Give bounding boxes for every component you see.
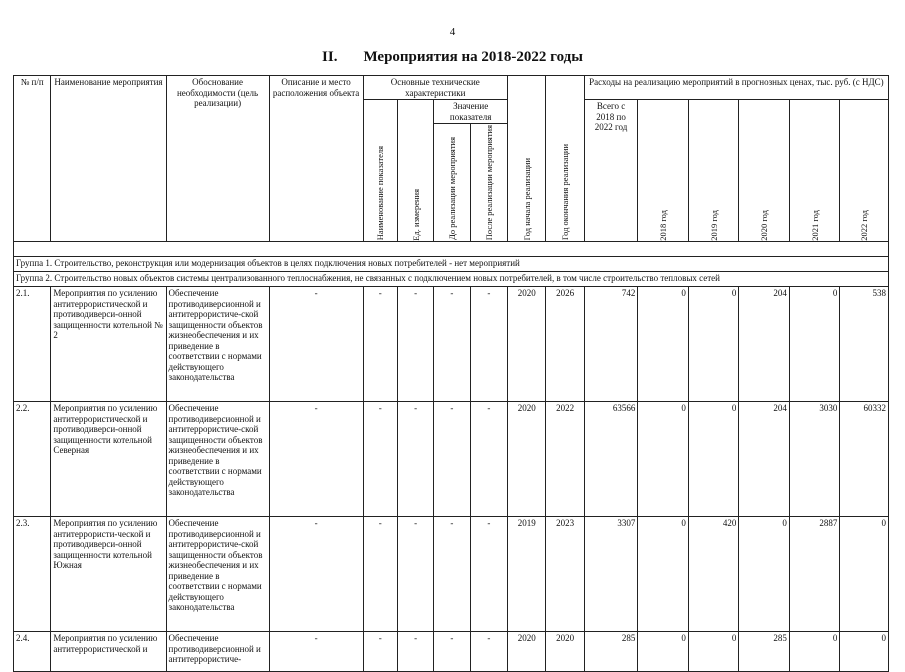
row-start: 2020: [508, 632, 546, 672]
row-num: 2.4.: [14, 632, 51, 672]
row-total: 285: [584, 632, 638, 672]
table-row: [14, 402, 889, 517]
header-tech: Основные технические характеристики: [363, 76, 507, 100]
header-expenses: Расходы на реализацию мероприятий в прогнозных ценах, тыс. руб. (с НДС): [584, 76, 888, 100]
row-after: -: [470, 402, 507, 517]
row-2020: 204: [739, 287, 790, 402]
row-indicator: -: [363, 632, 397, 672]
header-indicator: Наименование показателя: [375, 146, 386, 241]
row-2021: 0: [789, 287, 840, 402]
row-indicator: -: [363, 402, 397, 517]
header-justification: Обоснование необходимости (цель реализации): [166, 76, 269, 242]
header-2022-cell: [840, 100, 889, 242]
header-2021-cell: [789, 100, 840, 242]
row-2021: 2887: [789, 517, 840, 632]
row-end: 2020: [546, 632, 584, 672]
header-year-start-cell: [508, 76, 546, 242]
header-year-start: Год начала реализации: [521, 157, 532, 241]
group-2: Группа 2. Строительство новых объектов системы централизованного теплоснабжения, не связанных с подключением новых потребителей, в том числе строительство тепловых сетей: [14, 272, 889, 287]
header-value: Значение показателя: [434, 100, 508, 124]
header-after-cell: [470, 124, 507, 242]
row-total: 742: [584, 287, 638, 402]
row-indicator: -: [363, 287, 397, 402]
group-1: Группа 1. Строительство, реконструкция или модернизация объектов в целях подключения новых потребителей - нет мероприятий: [14, 257, 889, 272]
row-after: -: [470, 287, 507, 402]
row-num: 2.2.: [14, 402, 51, 517]
table-row: [14, 287, 889, 402]
row-start: 2020: [508, 402, 546, 517]
row-description: -: [269, 402, 363, 517]
row-before: -: [434, 517, 470, 632]
row-after: -: [470, 632, 507, 672]
header-2022: 2022 год: [859, 209, 870, 241]
row-2018: 0: [638, 402, 689, 517]
header-unit-cell: [397, 100, 433, 242]
page-title: [0, 49, 905, 66]
row-unit: -: [397, 402, 433, 517]
row-indicator: -: [363, 517, 397, 632]
header-description: Описание и место расположения объекта: [269, 76, 363, 242]
row-justification: Обеспечение противодиверсионной и антитеррористиче-ской защищенности объектов жизнеобеспечения и их приведение в соответствии с нормами действующего законодательства: [166, 517, 269, 632]
header-2019-cell: [688, 100, 739, 242]
row-num: 2.3.: [14, 517, 51, 632]
row-description: -: [269, 287, 363, 402]
section-number: II.: [322, 49, 338, 65]
row-num: 2.1.: [14, 287, 51, 402]
header-before: До реализации мероприятия: [446, 137, 457, 241]
row-2019: 420: [688, 517, 739, 632]
page-number: 4: [449, 26, 456, 38]
row-2022: 538: [840, 287, 889, 402]
header-name: Наименование мероприятия: [51, 76, 166, 242]
table-row: [14, 517, 889, 632]
row-end: 2022: [546, 402, 584, 517]
row-2019: 0: [688, 287, 739, 402]
row-2022: 60332: [840, 402, 889, 517]
table-row: [14, 632, 889, 672]
row-before: -: [434, 402, 470, 517]
header-2018-cell: [638, 100, 689, 242]
measures-table: [13, 75, 889, 672]
row-2018: 0: [638, 287, 689, 402]
row-description: -: [269, 517, 363, 632]
row-total: 63566: [584, 402, 638, 517]
row-2018: 0: [638, 632, 689, 672]
section-title: Мероприятия на 2018-2022 годы: [363, 49, 583, 65]
header-total: Всего с 2018 по 2022 год: [584, 100, 638, 242]
row-end: 2023: [546, 517, 584, 632]
row-2018: 0: [638, 517, 689, 632]
row-2019: 0: [688, 632, 739, 672]
row-name: Мероприятия по усилению антитеррористической и противодиверси-онной защищенности котельной № 2: [51, 287, 166, 402]
row-before: -: [434, 287, 470, 402]
header-year-end: Год окончания реализации: [560, 144, 571, 241]
row-2022: 0: [840, 632, 889, 672]
row-justification: Обеспечение противодиверсионной и антитеррористиче-ской защищенности объектов жизнеобеспечения и их приведение в соответствии с нормами действующего законодательства: [166, 287, 269, 402]
header-unit: Ед. измерения: [410, 188, 421, 241]
row-name: Мероприятия по усилению антитеррористи-ческой и противодиверси-онной защищенности котельной Южная: [51, 517, 166, 632]
row-justification: Обеспечение противодиверсионной и антитеррористиче-ской защищенности объектов жизнеобеспечения и их приведение в соответствии с нормами действующего законодательства: [166, 402, 269, 517]
row-name: Мероприятия по усилению антитеррористической и противодиверси-онной защищенности котельной Северная: [51, 402, 166, 517]
row-unit: -: [397, 517, 433, 632]
row-2020: 285: [739, 632, 790, 672]
row-after: -: [470, 517, 507, 632]
row-end: 2026: [546, 287, 584, 402]
row-unit: -: [397, 632, 433, 672]
row-2020: 204: [739, 402, 790, 517]
spacer-row: [14, 242, 889, 257]
header-num: № п/п: [14, 76, 51, 242]
row-name: Мероприятия по усилению антитеррористической и: [51, 632, 166, 672]
header-2018: 2018 год: [658, 209, 669, 241]
row-start: 2019: [508, 517, 546, 632]
row-2021: 3030: [789, 402, 840, 517]
row-unit: -: [397, 287, 433, 402]
row-2022: 0: [840, 517, 889, 632]
row-before: -: [434, 632, 470, 672]
header-2020-cell: [739, 100, 790, 242]
header-2019: 2019 год: [708, 209, 719, 241]
row-total: 3307: [584, 517, 638, 632]
row-start: 2020: [508, 287, 546, 402]
row-2021: 0: [789, 632, 840, 672]
header-indicator-cell: [363, 100, 397, 242]
header-2021: 2021 год: [809, 209, 820, 241]
row-justification: Обеспечение противодиверсионной и антитеррористиче-: [166, 632, 269, 672]
header-2020: 2020 год: [759, 209, 770, 241]
header-before-cell: [434, 124, 470, 242]
header-year-end-cell: [546, 76, 584, 242]
header-after: После реализации мероприятия: [483, 125, 494, 241]
row-2020: 0: [739, 517, 790, 632]
row-description: -: [269, 632, 363, 672]
row-2019: 0: [688, 402, 739, 517]
